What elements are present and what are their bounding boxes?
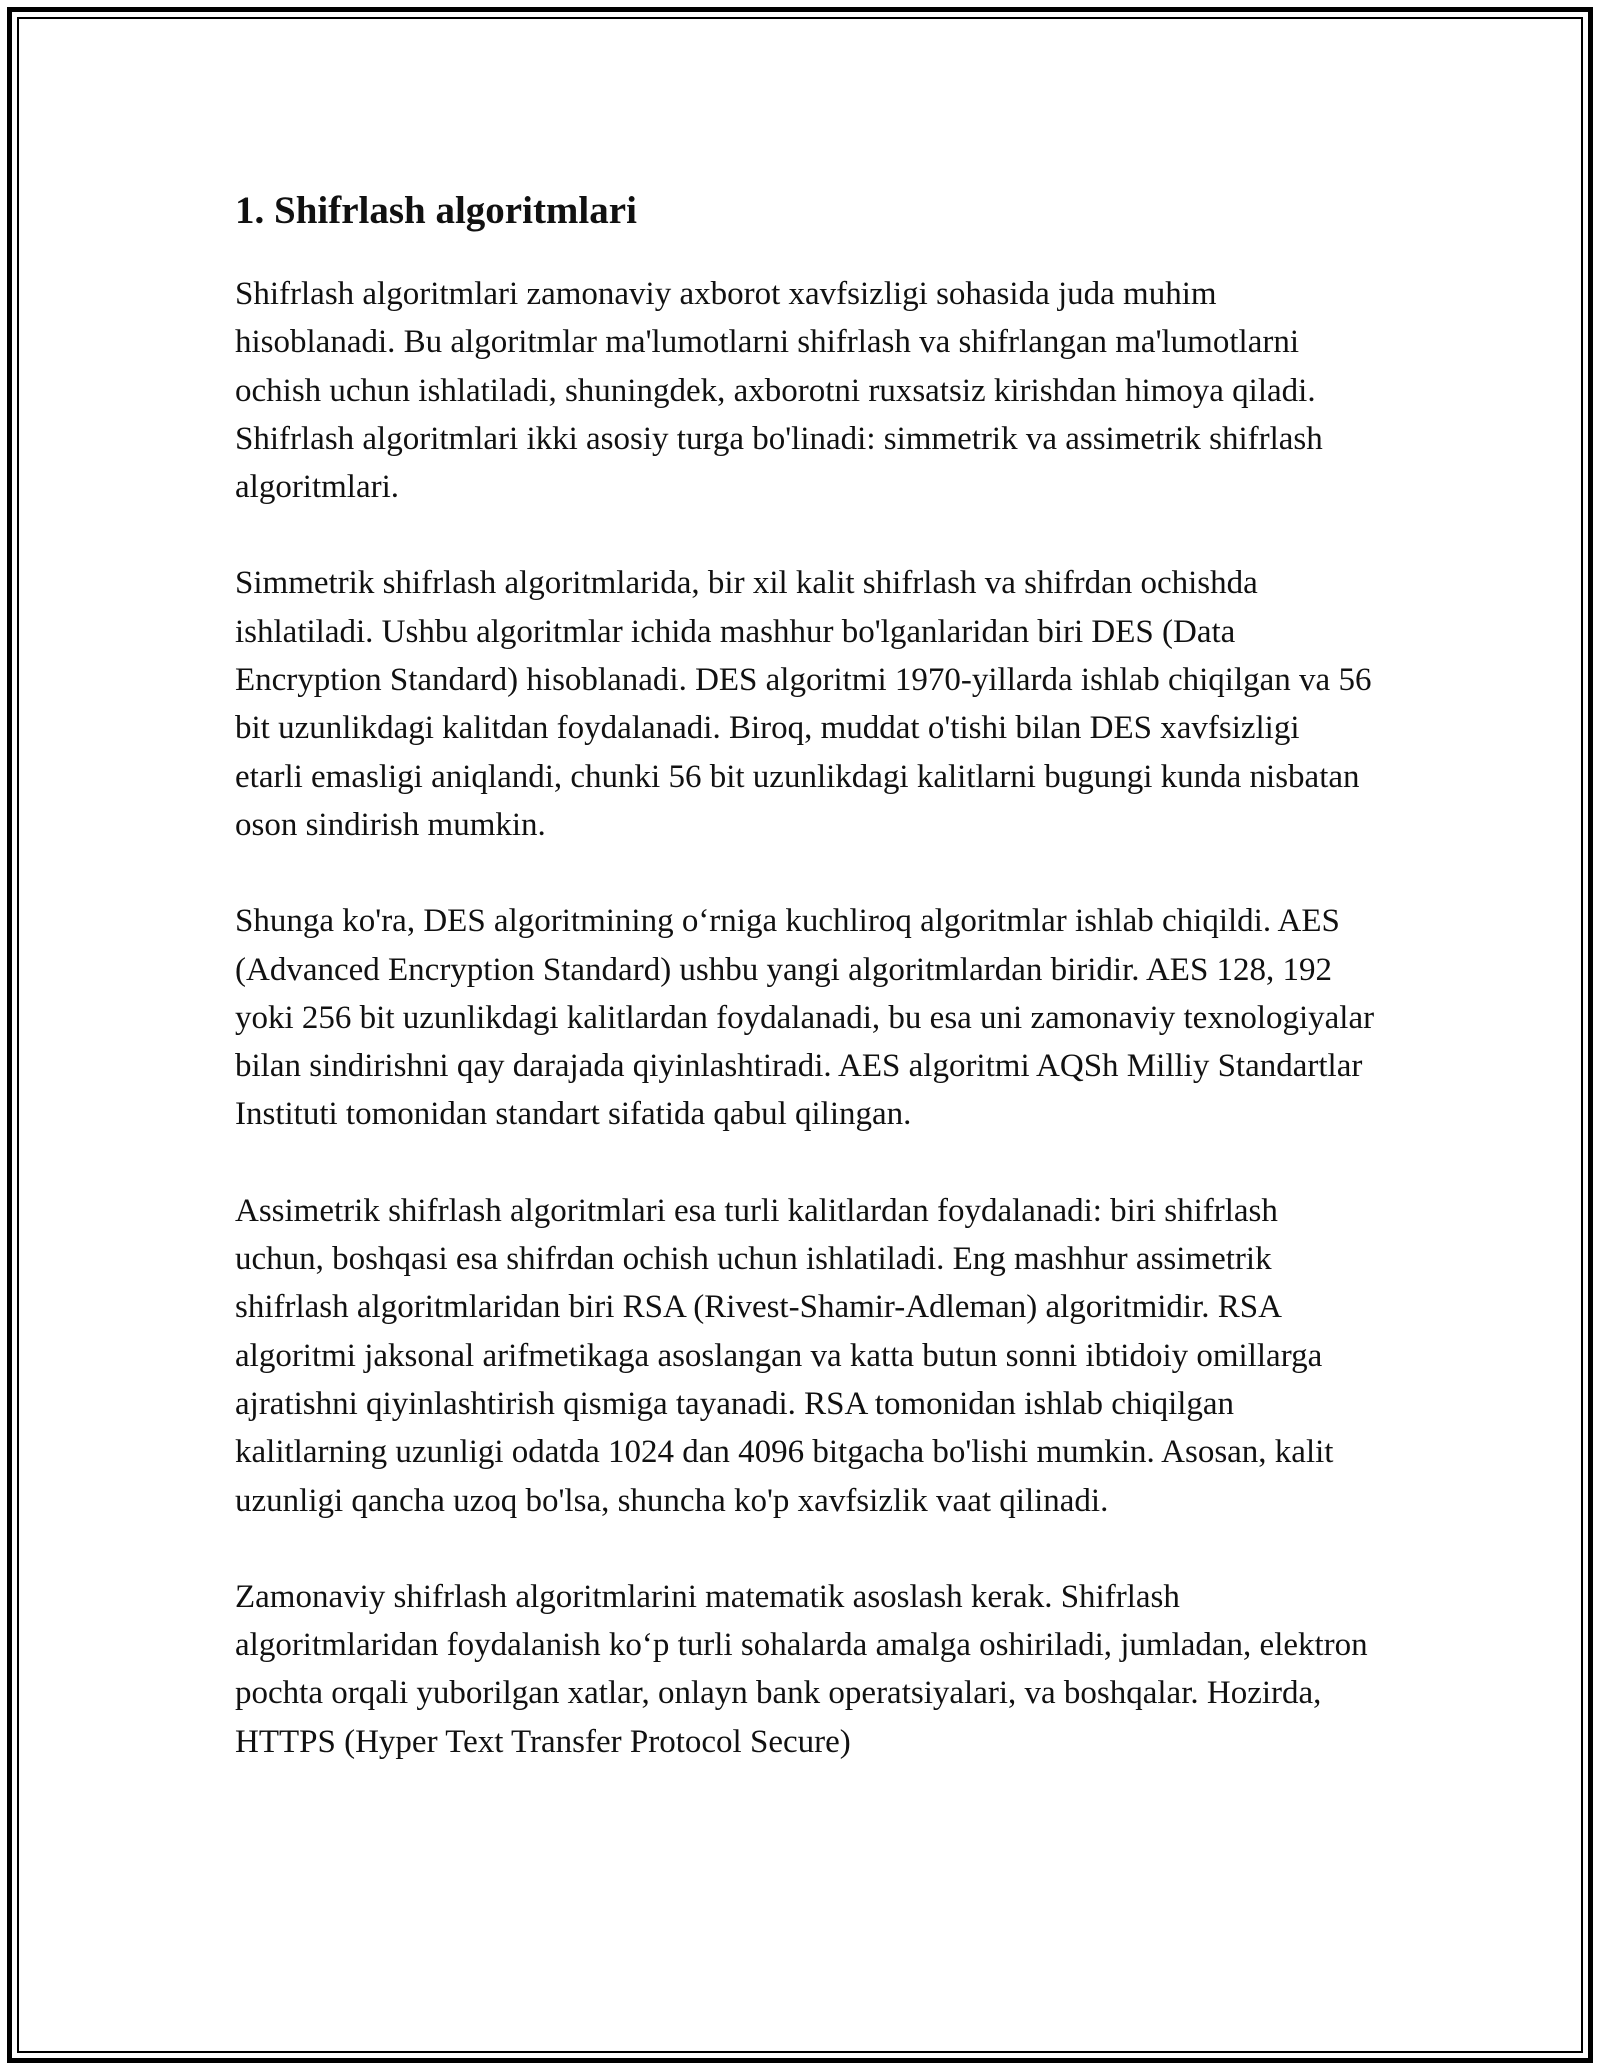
document-body xyxy=(235,186,1375,1814)
paragraph-symmetric: Simmetrik shifrlash algoritmlarida, bir xil kalit shifrlash va shifrdan ochishda ishlatiladi. Ushbu algoritmlar ichida mashhur bo'lganlaridan biri DES (Data Encryption Standard) hisoblanadi. DES algoritmi 1970-yillarda ishlab chiqilgan va 56 bit uzunlikdagi kalitdan foydalanadi. Biroq, muddat o'tishi bilan DES xavfsizligi etarli emasligi aniqlandi, chunki 56 bit uzunlikdagi kalitlarni bugungi kunda nisbatan oson sindirish mumkin. xyxy=(235,565,1372,843)
paragraph-intro: Shifrlash algoritmlari zamonaviy axborot xavfsizligi sohasida juda muhim hisoblanadi. Bu algoritmlar ma'lumotlarni shifrlash va shifrlangan ma'lumotlarni ochish uchun ishlatiladi, shuningdek, axborotni ruxsatsiz kirishdan himoya qiladi. Shifrlash algoritmlari ikki asosiy turga bo'linadi: simmetrik va assimetrik shifrlash algoritmlari. xyxy=(235,276,1323,506)
paragraph-modern: Zamonaviy shifrlash algoritmlarini matematik asoslash kerak. Shifrlash algoritmlaridan foydalanish ko‘p turli sohalarda amalga oshiriladi, jumladan, elektron pochta orqali yuborilgan xatlar, onlayn bank operatsiyalari, va boshqalar. Hozirda, HTTPS (Hyper Text Transfer Protocol Secure) xyxy=(235,1578,1368,1760)
paragraph-aes: Shunga ko'ra, DES algoritmining o‘rniga kuchliroq algoritmlar ishlab chiqildi. AES (Advanced Encryption Standard) ushbu yangi algoritmlardan biridir. AES 128, 192 yoki 256 bit uzunlikdagi kalitlardan foydalanadi, bu esa uni zamonaviy texnologiyalar bilan sindirishni qay darajada qiyinlashtiradi. AES algoritmi AQSh Milliy Standartlar Instituti tomonidan standart sifatida qabul qilingan. xyxy=(235,903,1375,1133)
section-heading: 1. Shifrlash algoritmlari xyxy=(235,189,637,232)
paragraph-asymmetric: Assimetrik shifrlash algoritmlari esa turli kalitlardan foydalanadi: biri shifrlash uchun, boshqasi esa shifrdan ochish uchun ishlatiladi. Eng mashhur assimetrik shifrlash algoritmlaridan biri RSA (Rivest-Shamir-Adleman) algoritmidir. RSA algoritmi jaksonal arifmetikaga asoslangan va katta butun sonni ibtidoiy omillarga ajratishni qiyinlashtirish qismiga tayanadi. RSA tomonidan ishlab chiqilgan kalitlarning uzunligi odatda 1024 dan 4096 bitgacha bo'lishi mumkin. Asosan, kalit uzunligi qancha uzoq bo'lsa, shuncha ko'p xavfsizlik vaat qilinadi. xyxy=(235,1192,1334,1519)
